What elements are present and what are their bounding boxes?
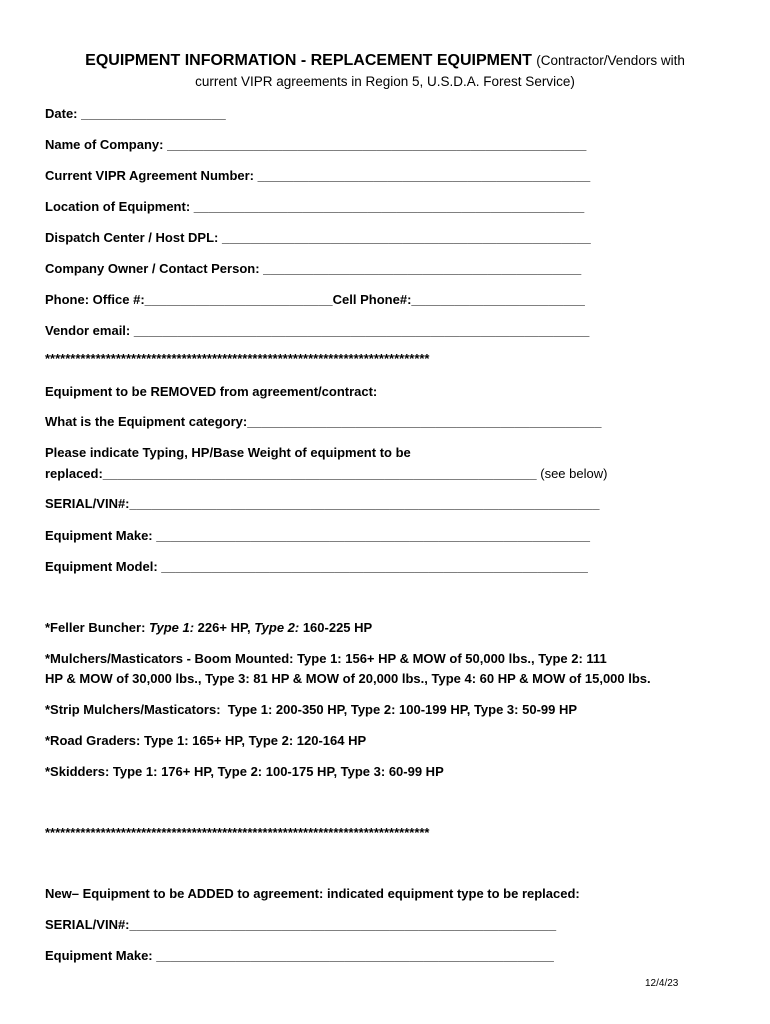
date-field[interactable]: Date: ____________________ <box>45 106 226 121</box>
feller-prefix: *Feller Buncher: <box>45 620 150 635</box>
removed-typing-label: Please indicate Typing, HP/Base Weight of equipment to be <box>45 445 411 460</box>
feller-type1-label: Type 1: <box>149 620 195 635</box>
removed-make-field[interactable]: Equipment Make: ____________________________________________________________ <box>45 528 591 543</box>
vendor-email-field[interactable]: Vendor email: _______________________________________________________________ <box>45 323 590 338</box>
added-serial-field[interactable]: SERIAL/VIN#:___________________________________________________________ <box>45 917 557 932</box>
strip-mulchers-types: *Strip Mulchers/Masticators: Type 1: 200-350 HP, Type 2: 100-199 HP, Type 3: 50-99 HP <box>45 702 578 717</box>
phone-field[interactable]: Phone: Office #:__________________________Cell Phone#:________________________ <box>45 292 585 307</box>
form-title-main: EQUIPMENT INFORMATION - REPLACEMENT EQUIPMENT <box>85 52 532 69</box>
skidders-types: *Skidders: Type 1: 176+ HP, Type 2: 100-175 HP, Type 3: 60-99 HP <box>45 764 444 779</box>
see-below-note: (see below) <box>540 466 608 481</box>
added-make-field[interactable]: Equipment Make: _______________________________________________________ <box>45 948 554 963</box>
form-title <box>0 50 770 72</box>
feller-type2-label: Type 2: <box>254 620 300 635</box>
road-graders-types: *Road Graders: Type 1: 165+ HP, Type 2: 120-164 HP <box>45 733 367 748</box>
removed-serial-field[interactable]: SERIAL/VIN#:_________________________________________________________________ <box>45 496 600 511</box>
removed-typing-line: replaced:____________________________________________________________ <box>45 466 537 481</box>
separator-1: **************************************************************************** <box>45 351 430 366</box>
mulchers-types-line1: *Mulchers/Masticators - Boom Mounted: Type 1: 156+ HP & MOW of 50,000 lbs., Type 2: 111 <box>45 651 607 666</box>
mulchers-types-line2: HP & MOW of 30,000 lbs., Type 3: 81 HP & MOW of 20,000 lbs., Type 4: 60 HP & MOW of 15,000 lbs. <box>45 671 651 686</box>
company-owner-field[interactable]: Company Owner / Contact Person: ____________________________________________ <box>45 261 582 276</box>
separator-2: **************************************************************************** <box>45 825 430 840</box>
removed-model-field[interactable]: Equipment Model: ___________________________________________________________ <box>45 559 588 574</box>
form-title-sub: (Contractor/Vendors with <box>536 53 685 68</box>
vipr-agreement-number-field[interactable]: Current VIPR Agreement Number: ______________________________________________ <box>45 168 591 183</box>
removed-heading: Equipment to be REMOVED from agreement/contract: <box>45 384 378 399</box>
feller-type1-value: 226+ HP, <box>194 620 255 635</box>
dispatch-center-field[interactable]: Dispatch Center / Host DPL: ___________________________________________________ <box>45 230 591 245</box>
form-title-sub-line2: current VIPR agreements in Region 5, U.S.D.A. Forest Service) <box>195 74 575 89</box>
company-name-field[interactable]: Name of Company: __________________________________________________________ <box>45 137 587 152</box>
revision-date: 12/4/23 <box>645 978 679 989</box>
feller-type2-value: 160-225 HP <box>299 620 373 635</box>
feller-buncher-types <box>45 620 372 635</box>
removed-category-field[interactable]: What is the Equipment category:_________________________________________________ <box>45 414 602 429</box>
equipment-location-field[interactable]: Location of Equipment: ______________________________________________________ <box>45 199 585 214</box>
removed-typing-field[interactable] <box>45 466 607 481</box>
added-heading: New– Equipment to be ADDED to agreement: indicated equipment type to be replaced: <box>45 886 580 901</box>
